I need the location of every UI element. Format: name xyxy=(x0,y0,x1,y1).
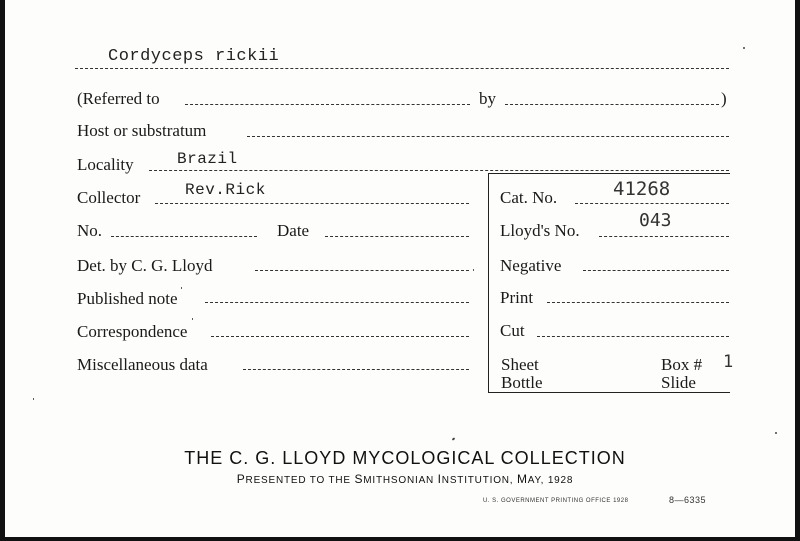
subtitle-part: AY, 1928 xyxy=(527,475,574,486)
slide-label: Slide xyxy=(661,373,696,392)
cat-no-value: 41268 xyxy=(613,178,671,200)
no-line xyxy=(111,236,257,237)
collector-line xyxy=(155,203,469,204)
subtitle-part: P xyxy=(236,472,246,486)
speck xyxy=(473,269,474,271)
collector-value: Rev.Rick xyxy=(185,181,266,199)
box-value: 1 xyxy=(723,352,734,372)
date-line xyxy=(325,236,469,237)
close-paren: ) xyxy=(721,89,727,108)
speck xyxy=(775,432,777,434)
collector-label: Collector xyxy=(77,188,141,207)
speck xyxy=(743,47,745,49)
published-label: Published note xyxy=(77,289,178,308)
print-line xyxy=(547,302,729,303)
subtitle-part: M xyxy=(516,472,528,486)
cut-label: Cut xyxy=(500,321,525,340)
negative-line xyxy=(583,270,729,271)
print-label: Print xyxy=(500,288,534,307)
collection-title: THE C. G. LLOYD MYCOLOGICAL COLLECTION xyxy=(184,448,626,468)
host-line xyxy=(247,136,729,137)
host-label: Host or substratum xyxy=(77,121,207,140)
locality-value: Brazil xyxy=(177,150,238,168)
correspondence-label: Correspondence xyxy=(77,322,188,341)
lloyds-no-line xyxy=(599,236,729,237)
no-label: No. xyxy=(77,221,103,240)
subtitle-part: NSTITUTION, xyxy=(441,475,517,486)
negative-label: Negative xyxy=(500,256,562,275)
box-label: Box # xyxy=(661,355,703,374)
cut-line xyxy=(537,336,729,337)
cat-no-label: Cat. No. xyxy=(500,188,558,207)
form-number: 8—6335 xyxy=(669,495,707,505)
speck xyxy=(33,398,34,400)
locality-label: Locality xyxy=(77,155,134,174)
misc-line xyxy=(243,369,469,370)
collection-subtitle xyxy=(5,472,800,486)
sheet-label: Sheet xyxy=(501,355,539,374)
bottle-label: Bottle xyxy=(501,373,543,392)
by-line xyxy=(505,104,719,105)
det-label: Det. by C. G. Lloyd xyxy=(77,256,213,275)
lloyds-no-value: 043 xyxy=(639,210,672,231)
det-line xyxy=(255,270,469,271)
speck xyxy=(181,287,182,289)
subtitle-part: MITHSONIAN xyxy=(363,475,438,486)
speck xyxy=(452,437,456,440)
taxon-line xyxy=(75,68,729,69)
printer-imprint: U. S. GOVERNMENT PRINTING OFFICE 1928 xyxy=(483,498,629,504)
subtitle-part: S xyxy=(354,472,364,486)
date-label: Date xyxy=(277,221,310,240)
published-line xyxy=(205,302,469,303)
cat-no-line xyxy=(575,203,729,204)
speck xyxy=(192,318,193,320)
subtitle-part: RESENTED TO THE xyxy=(245,475,355,486)
taxon-name: Cordyceps rickii xyxy=(108,47,280,66)
misc-label: Miscellaneous data xyxy=(77,355,208,374)
correspondence-line xyxy=(211,336,469,337)
subtitle-part: I xyxy=(437,472,442,486)
by-label: by xyxy=(479,89,496,108)
referred-to-label: (Referred to xyxy=(77,89,160,108)
locality-line xyxy=(149,170,729,171)
referred-to-line xyxy=(185,104,470,105)
lloyds-no-label: Lloyd's No. xyxy=(500,221,580,240)
